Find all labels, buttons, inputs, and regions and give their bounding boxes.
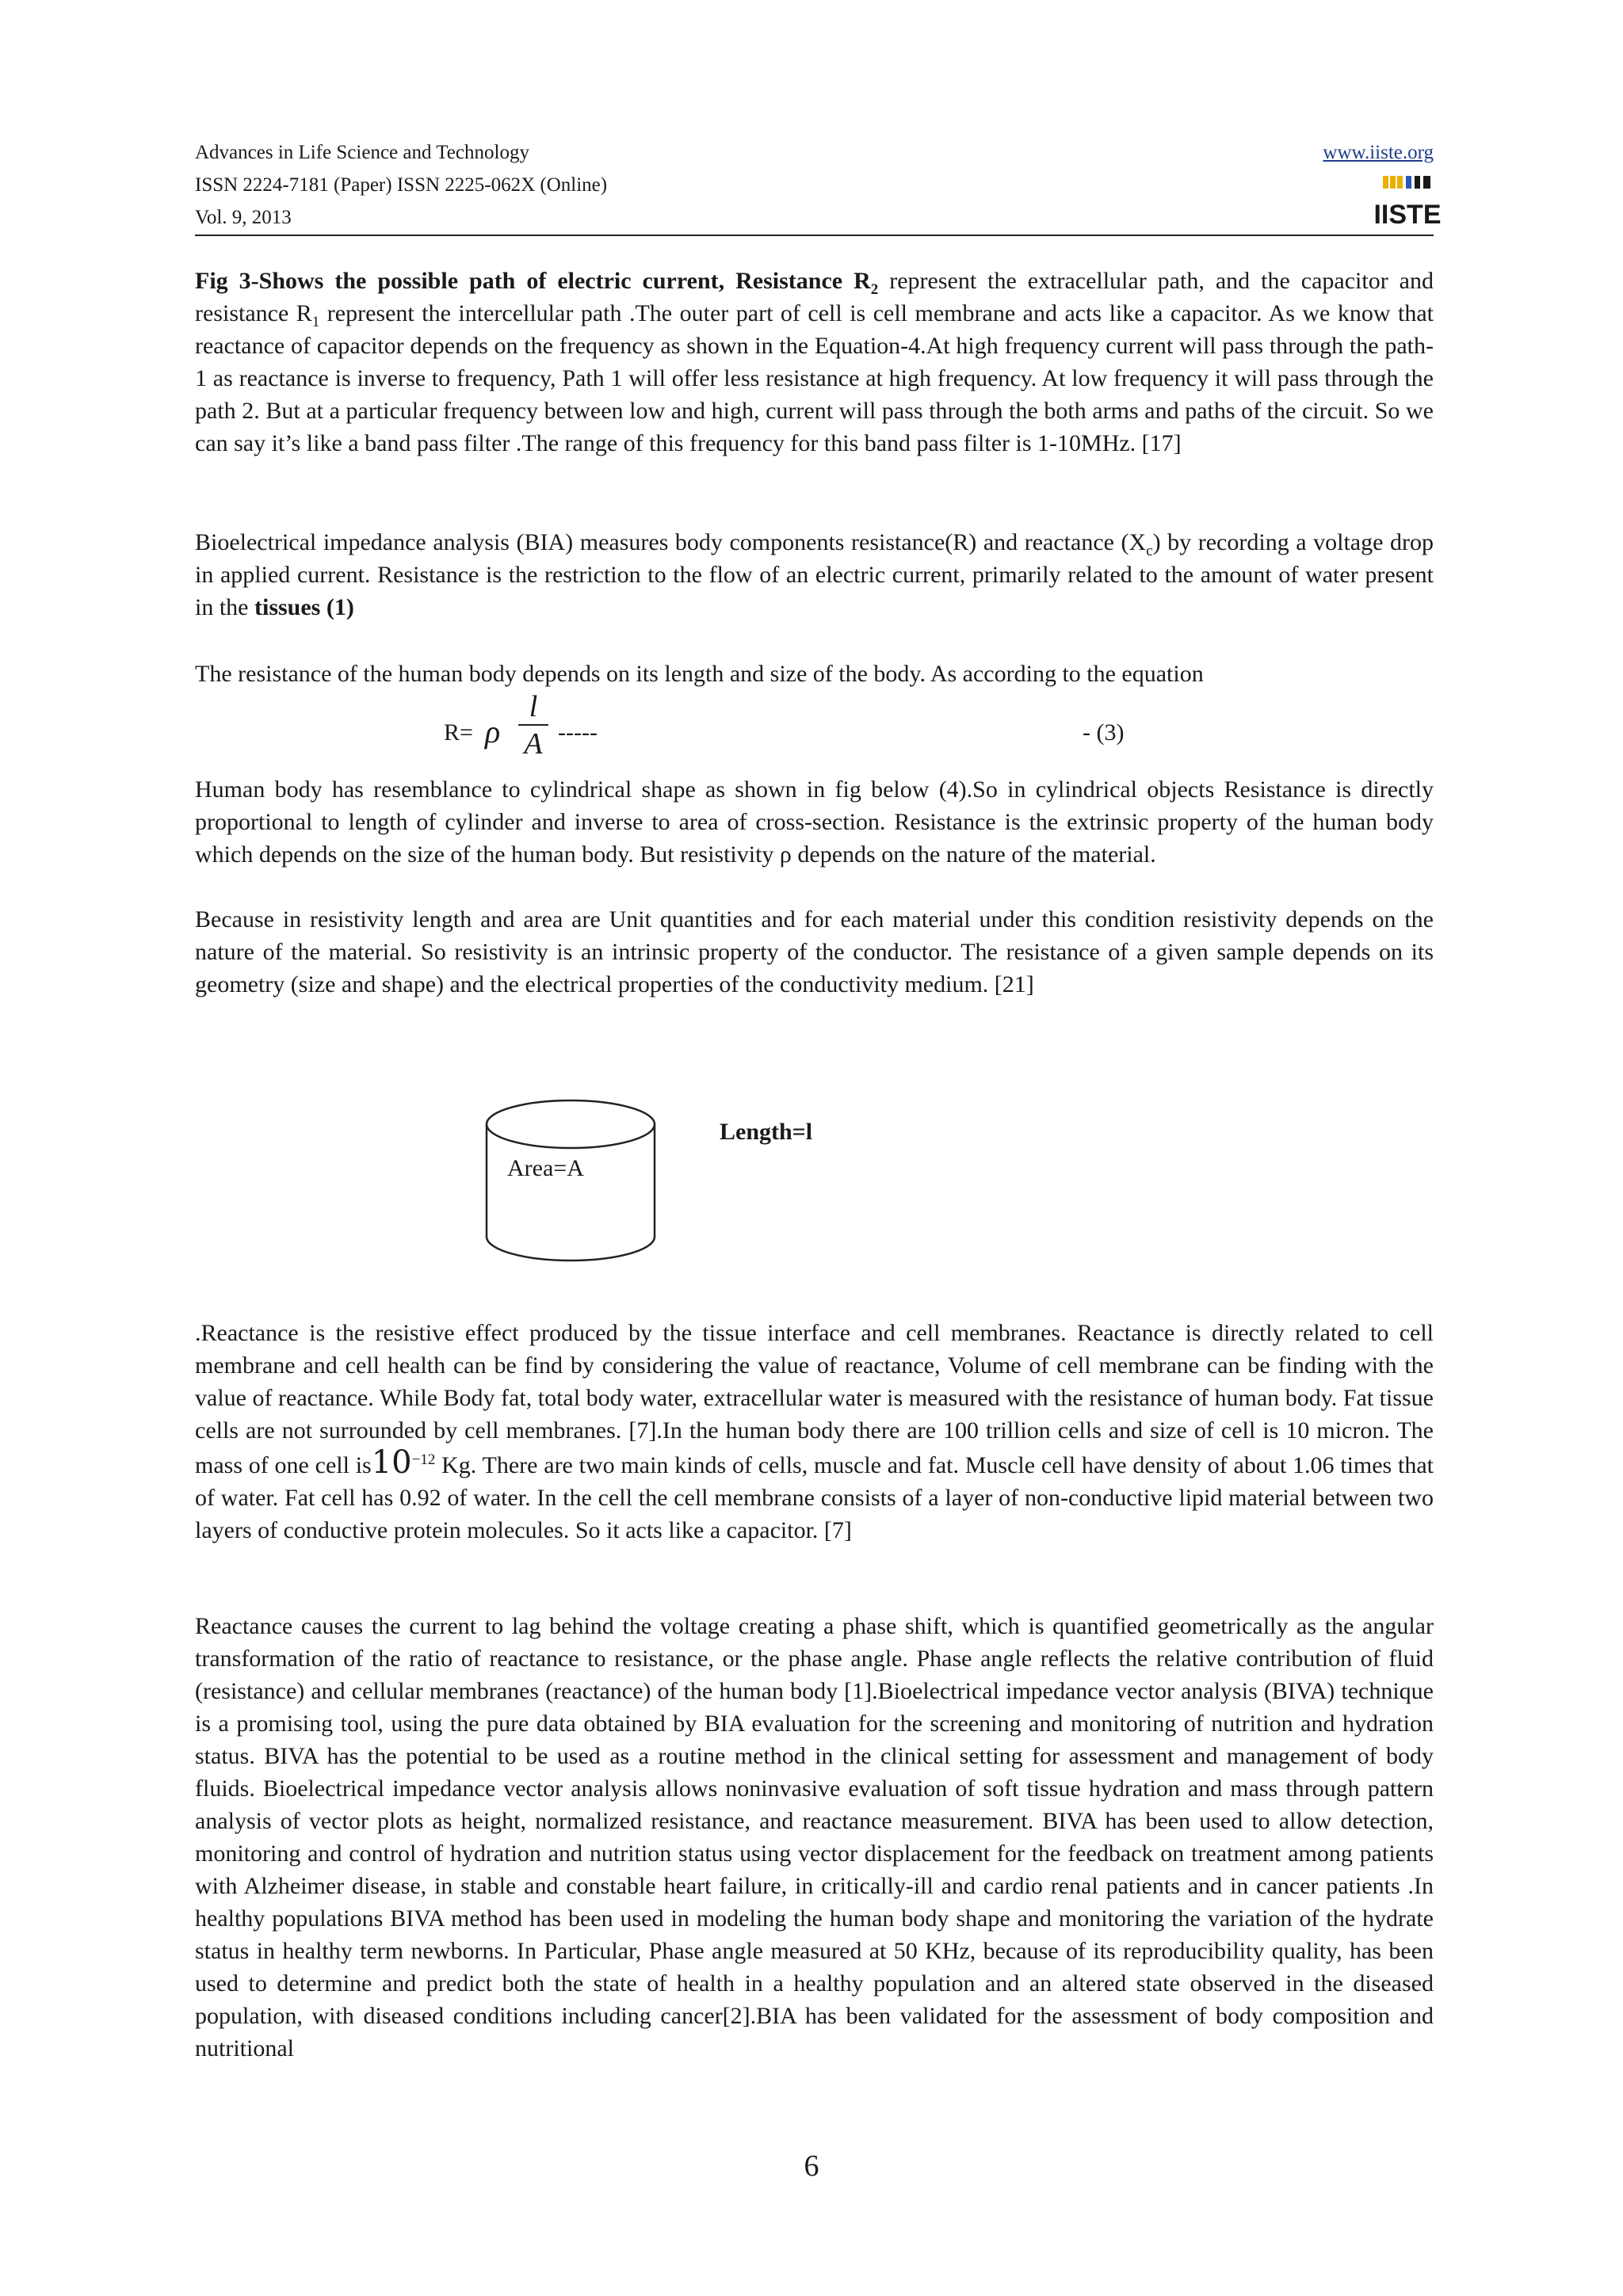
fig3-lead: Fig 3-Shows the possible path of electric current, Resistance $R_2$ xyxy=(195,268,879,298)
equation-lhs: R= xyxy=(444,719,473,746)
journal-name: Advances in Life Science and Technology xyxy=(195,142,529,163)
issn-line: ISSN 2224-7181 (Paper) ISSN 2225-062X (Online) xyxy=(195,174,608,196)
equation-dashes: ----- xyxy=(558,719,598,746)
paragraph-resistivity: Because in resistivity length and area are Unit quantities and for each material under this condition resistivity depends on the nature of the material. So resistivity is an intrinsic property of the conductor. The resistance of a given sample depends on its geometry (size and shape) and the electrical properties of the conductivity medium. [21] xyxy=(195,906,1434,997)
cylinder-body xyxy=(487,1124,655,1261)
paragraph-fig3: Fig 3-Shows the possible path of electric current, Resistance $R_2$ represent the extracellular path, and the capacitor and resistance $R_1$ represent the intercellular path .The outer part of cell is cell membrane and acts like a capacitor. As we know that reactance of capacitor depends on the frequency as shown in the Equation-4.At high frequency current will pass through the path-1 as reactance is inverse to frequency, Path 1 will offer less resistance at high frequency. At low frequency it will pass through the path 2. But at a particular frequency between low and high, current will pass through the both arms and paths of the circuit. So we can say it’s like a band pass filter .The range of this frequency for this band pass filter is 1-10MHz. [17] xyxy=(195,268,1434,456)
paragraph-phase-angle: Reactance causes the current to lag behind the voltage creating a phase shift, which is quantified geometrically as the angular transformation of the ratio of reactance to resistance, or the phase angle. Phase angle reflects the relative contribution of fluid (resistance) and cellular membranes (reactance) of the human body [1].Bioelectrical impedance vector analysis (BIVA) technique is a promising tool, using the pure data obtained by BIA evaluation for the screening and monitoring of nutrition and hydration status. BIVA has the potential to be used as a routine method in the clinical setting for assessment and management of body fluids. Bioelectrical impedance vector analysis allows noninvasive evaluation of soft tissue hydration and mass through pattern analysis of vector plots as height, normalized resistance, and reactance measurement. BIVA has been used to allow detection, monitoring and control of hydration and nutrition status using vector displacement for the feedback on treatment among patients with Alzheimer disease, in stable and constable heart failure, in critically-ill and cardio renal patients and in cancer patients .In healthy populations BIVA method has been used in modeling the human body shape and monitoring the variation of the hydrate status in healthy term newborns. In Particular, Phase angle measured at 50 KHz, because of its reproducibility quality, has been used to determine and predict both the state of health in a healthy population and an altered state observed in the diseased population, with diseased conditions including cancer[2].BIA has been validated for the assessment of body composition and nutritional xyxy=(195,1613,1434,2061)
area-label: Area=A xyxy=(507,1155,584,1181)
paragraph-cylinder: Human body has resemblance to cylindrical shape as shown in fig below (4).So in cylindrical objects Resistance is directly proportional to length of cylinder and inverse to area of cross-section. Resistance is the extrinsic property of the human body which depends on the size of the human body. But resistivity ρ depends on the nature of the material. xyxy=(195,776,1434,868)
equation-denominator: A xyxy=(524,727,543,761)
volume-line: Vol. 9, 2013 xyxy=(195,207,292,228)
equation-rho: ρ xyxy=(485,714,501,749)
paragraph-reactance: .Reactance is the resistive effect produced by the tissue interface and cell membranes. Reactance is directly related to cell membrane and cell health can be find by considering the value of reactance, Volume of cell membrane can be finding with the value of reactance. While Body fat, total body water, extracellular water is measured with the resistance of human body. Fat tissue cells are not surrounded by cell membranes. [7].In the human body there are 100 trillion cells and size of cell is 10 micron. The mass of one cell $is10^{-12}$ Kg. There are two main kinds of cells, muscle and fat. Muscle cell have density of about 1.06 times that of water. Fat cell has 0.92 of water. In the cell the cell membrane consists of a layer of non-conductive lipid material between two layers of conductive protein molecules. So it acts like a capacitor. [7] xyxy=(195,1320,1434,1543)
logo-bars xyxy=(1383,176,1430,189)
paragraph-bia: Bioelectrical impedance analysis (BIA) measures body components resistance(R) and reactance $(X_c)$ by recording a voltage drop in applied current. Resistance is the restriction to the flow of an electric current, primarily related to the amount of water present in the tissues (1) xyxy=(195,529,1434,620)
equation-3 xyxy=(444,689,1442,776)
logo-text: IISTE xyxy=(1373,200,1442,230)
equation-numerator: l xyxy=(529,690,538,723)
cylinder-top xyxy=(487,1100,655,1148)
equation-number: - (3) xyxy=(1083,719,1125,746)
power-exponent: −12 xyxy=(411,1451,436,1468)
running-header xyxy=(195,136,1442,234)
journal-url-link[interactable]: www.iiste.org xyxy=(1323,142,1434,163)
page-number: 6 xyxy=(804,2149,819,2183)
equation-fraction xyxy=(515,689,552,762)
length-label: Length=l xyxy=(720,1119,813,1145)
header-divider xyxy=(195,235,1434,236)
paragraph-resistance-intro: The resistance of the human body depends on its length and size of the body. As according to the equation xyxy=(195,661,1204,687)
iiste-logo xyxy=(1373,174,1442,230)
power-base: 10 xyxy=(371,1444,412,1481)
